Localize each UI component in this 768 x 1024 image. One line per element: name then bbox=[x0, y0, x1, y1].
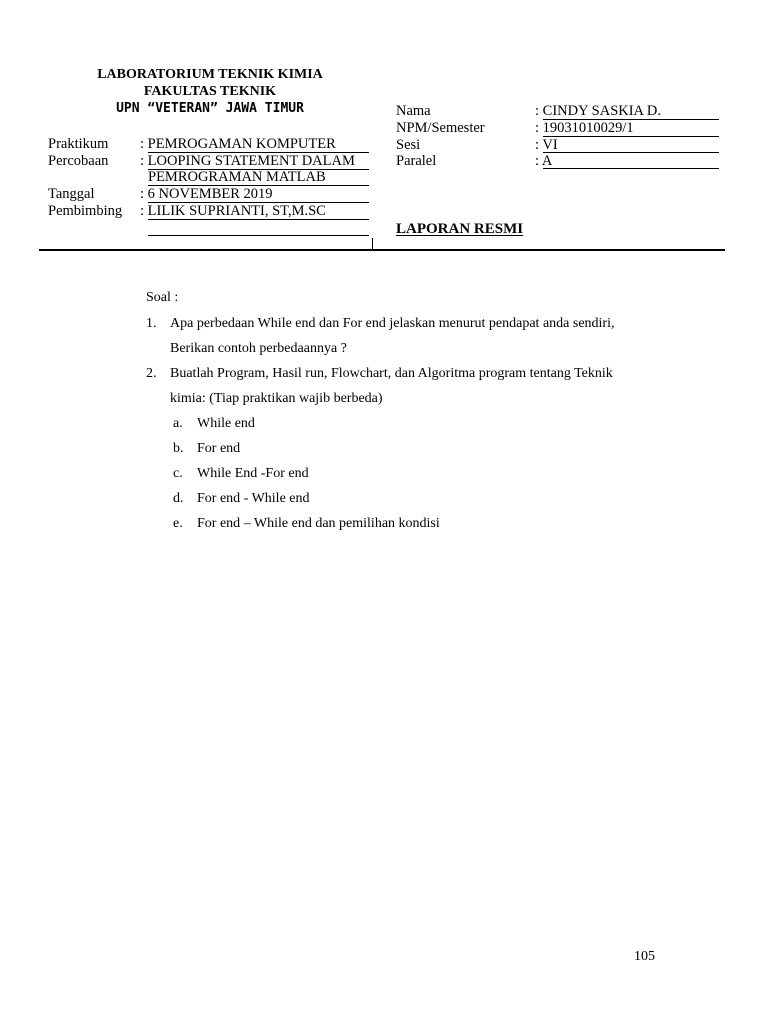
nama-label: Nama bbox=[396, 103, 431, 119]
list-item-letter: e. bbox=[173, 516, 183, 531]
soal-heading: Soal : bbox=[146, 290, 179, 305]
list-item-text: While end bbox=[197, 416, 255, 431]
list-item-text: For end – While end dan pemilihan kondisi bbox=[197, 516, 440, 531]
percobaan-value-cont: PEMROGRAMAN MATLAB bbox=[148, 169, 326, 185]
pembimbing-underline bbox=[148, 219, 369, 220]
npm-label: NPM/Semester bbox=[396, 120, 485, 136]
header-rule bbox=[39, 249, 725, 251]
university-name: UPN “VETERAN” JAWA TIMUR bbox=[116, 101, 304, 116]
list-item-letter: c. bbox=[173, 466, 183, 481]
pembimbing-label: Pembimbing bbox=[48, 203, 123, 219]
tanggal-value: : 6 NOVEMBER 2019 bbox=[140, 186, 273, 202]
report-title: LAPORAN RESMI bbox=[396, 221, 524, 237]
question-1-number: 1. bbox=[146, 316, 157, 331]
sesi-value: : VI bbox=[535, 137, 558, 153]
question-2-number: 2. bbox=[146, 366, 157, 381]
pembimbing-value: : LILIK SUPRIANTI, ST,M.SC bbox=[140, 203, 326, 219]
percobaan-value: : LOOPING STATEMENT DALAM bbox=[140, 153, 355, 169]
faculty-name: FAKULTAS TEKNIK bbox=[143, 84, 277, 99]
paralel-label: Paralel bbox=[396, 153, 437, 169]
pembimbing-underline-2 bbox=[148, 235, 369, 236]
page-number: 105 bbox=[634, 949, 655, 964]
praktikum-label: Praktikum bbox=[48, 136, 109, 152]
sesi-label: Sesi bbox=[396, 137, 421, 153]
nama-value: : CINDY SASKIA D. bbox=[535, 103, 661, 119]
list-item-text: For end - While end bbox=[197, 491, 310, 506]
list-item-letter: a. bbox=[173, 416, 183, 431]
praktikum-value: : PEMROGAMAN KOMPUTER bbox=[140, 136, 336, 152]
list-item-text: For end bbox=[197, 441, 241, 456]
question-2-text: Buatlah Program, Hasil run, Flowchart, dan Algoritma program tentang Teknik bbox=[170, 366, 613, 381]
percobaan-label: Percobaan bbox=[48, 153, 109, 169]
header-divider-tick bbox=[372, 238, 373, 249]
question-2-text-cont: kimia: (Tiap praktikan wajib berbeda) bbox=[170, 391, 383, 406]
sesi-underline bbox=[543, 152, 719, 153]
list-item-letter: b. bbox=[173, 441, 184, 456]
list-item-text: While End -For end bbox=[197, 466, 309, 481]
paralel-underline bbox=[543, 168, 719, 169]
list-item-letter: d. bbox=[173, 491, 184, 506]
question-1-text-cont: Berikan contoh perbedaannya ? bbox=[170, 341, 347, 356]
npm-underline bbox=[543, 136, 719, 137]
lab-name: LABORATORIUM TEKNIK KIMIA bbox=[97, 67, 323, 82]
paralel-value: : A bbox=[535, 153, 553, 169]
question-1-text: Apa perbedaan While end dan For end jelaskan menurut pendapat anda sendiri, bbox=[170, 316, 615, 331]
tanggal-label: Tanggal bbox=[48, 186, 95, 202]
npm-value: : 19031010029/1 bbox=[535, 120, 634, 136]
